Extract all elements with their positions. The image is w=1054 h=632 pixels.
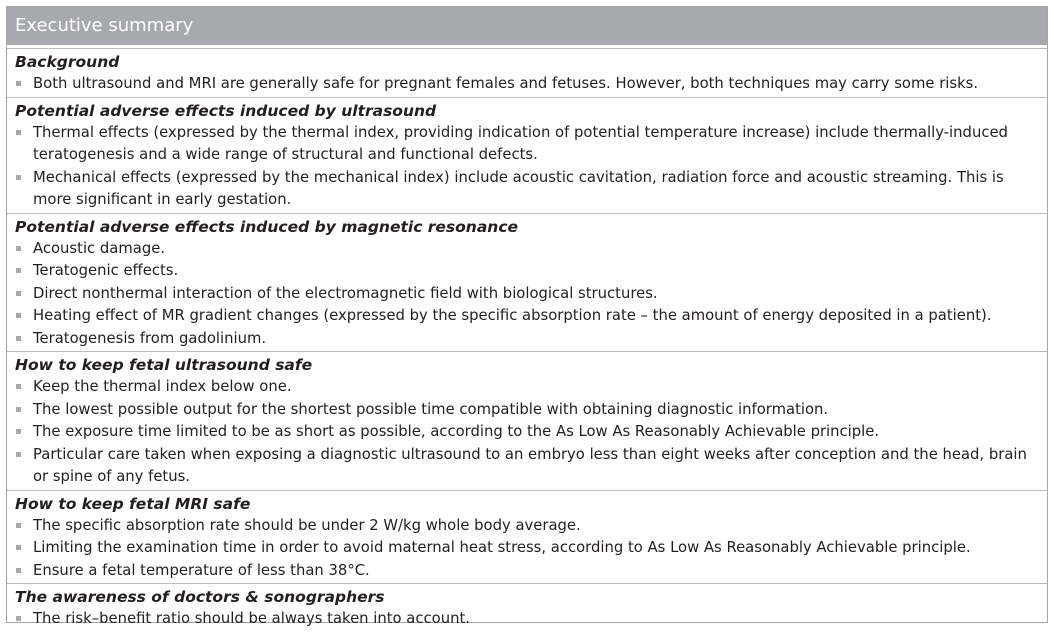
list-item: Direct nonthermal interaction of the electromagnetic field with biological structures. [15, 283, 1039, 306]
list-item: Mechanical effects (expressed by the mechanical index) include acoustic cavitation, radiation force and acoustic streaming. This is more significant in early gestation. [15, 167, 1039, 212]
list-item: Thermal effects (expressed by the thermal index, providing indication of potential temperature increase) include thermally-induced teratogenesis and a wide range of structural and functional defects. [15, 122, 1039, 167]
section-title: How to keep fetal ultrasound safe [15, 356, 313, 374]
list-item: Limiting the examination time in order to avoid maternal heat stress, according to As Low As Reasonably Achievable principle. [15, 537, 1039, 560]
box-header: Executive summary [7, 7, 1047, 48]
section-title: Potential adverse effects induced by magnetic resonance [15, 217, 519, 236]
bullet-icon [16, 130, 21, 135]
bullet-icon [16, 313, 21, 318]
executive-summary-box [6, 6, 1048, 627]
list-item: Ensure a fetal temperature of less than 38°C. [15, 560, 1039, 583]
list-item: The specific absorption rate should be under 2 W/kg whole body average. [15, 515, 1039, 538]
list-item: The risk–benefit ratio should be always taken into account. [15, 608, 1039, 631]
list-item: The lowest possible output for the shortest possible time compatible with obtaining diagnostic information. [15, 399, 1039, 422]
bullet-icon [16, 452, 21, 457]
bullet-icon [16, 407, 21, 412]
list-item: Both ultrasound and MRI are generally safe for pregnant females and fetuses. However, both techniques may carry some risks. [15, 73, 1039, 96]
bullet-icon [16, 246, 21, 251]
bullet-icon [16, 616, 21, 621]
bullet-icon [16, 291, 21, 296]
bullet-icon [16, 384, 21, 389]
section-mr-effects [7, 213, 1047, 352]
list-item: Acoustic damage. [15, 238, 1039, 261]
bullet-icon [16, 523, 21, 528]
list-item: Keep the thermal index below one. [15, 376, 1039, 399]
list-item: Heating effect of MR gradient changes (expressed by the specific absorption rate – the amount of energy deposited in a patient). [15, 305, 1039, 328]
section-background [7, 48, 1047, 97]
bullet-icon [16, 568, 21, 573]
bullet-list [15, 608, 1039, 631]
bullet-list [15, 515, 1039, 583]
bullet-icon [16, 336, 21, 341]
bullet-list [15, 73, 1039, 96]
list-item: Teratogenic effects. [15, 260, 1039, 283]
bullet-list [15, 122, 1039, 212]
list-item: Particular care taken when exposing a diagnostic ultrasound to an embryo less than eight weeks after conception and the head, brain or spine of any fetus. [15, 444, 1039, 489]
section-awareness [7, 583, 1047, 632]
list-item: The exposure time limited to be as short as possible, according to the As Low As Reasonably Achievable principle. [15, 421, 1039, 444]
section-title: How to keep fetal MRI safe [15, 494, 251, 513]
section-mri-safety [7, 490, 1047, 584]
bullet-icon [16, 429, 21, 434]
bullet-list [15, 238, 1039, 351]
bullet-list [15, 376, 1039, 489]
bullet-icon [16, 268, 21, 273]
bullet-icon [16, 81, 21, 86]
section-title: Potential adverse effects induced by ultrasound [15, 101, 437, 120]
section-ultrasound-safety [7, 351, 1047, 490]
bullet-icon [16, 175, 21, 180]
section-title: Background [15, 53, 120, 71]
section-ultrasound-effects [7, 97, 1047, 213]
section-title: The awareness of doctors & sonographers [15, 588, 385, 606]
bullet-icon [16, 545, 21, 550]
list-item: Teratogenesis from gadolinium. [15, 328, 1039, 351]
